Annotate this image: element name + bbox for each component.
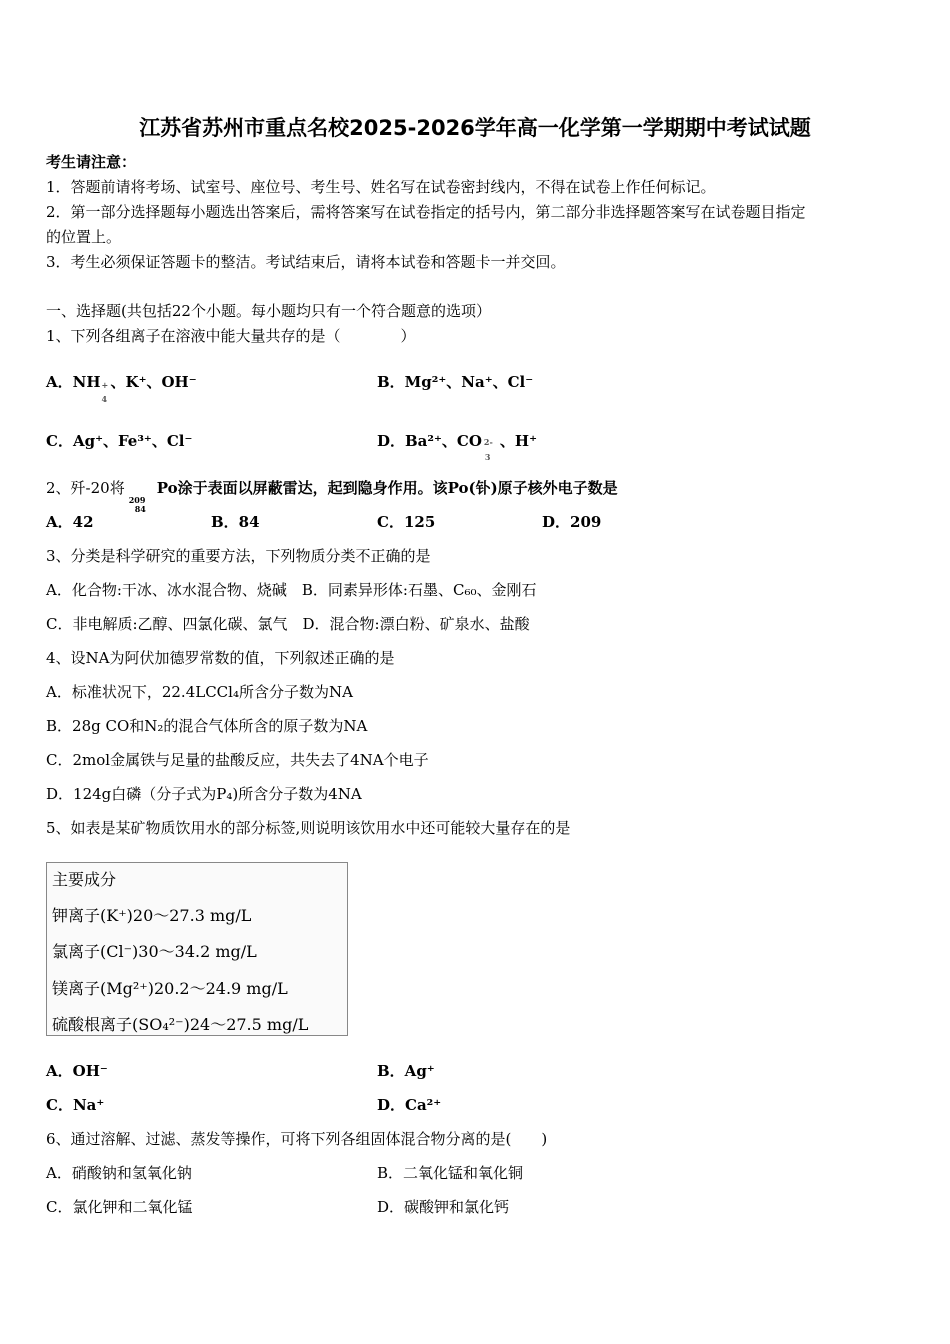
label-row-magnesium: 镁离子(Mg²⁺)20.2～24.9 mg/L: [52, 979, 288, 998]
q1-a-sup: +: [101, 380, 109, 390]
q5-stem: 5、如表是某矿物质饮用水的部分标签,则说明该饮用水中还可能较大量存在的是: [46, 819, 571, 837]
q2-stem: [46, 478, 618, 514]
q2-stem-pre: 2、歼-20将: [46, 479, 125, 497]
q2-mass-number: 209: [128, 495, 146, 505]
q1-option-d: [377, 431, 537, 462]
q5-option-b: B．Ag⁺: [377, 1062, 435, 1080]
q4-option-d: D．124g白磷（分子式为P₄)所含分子数为4NA: [46, 785, 362, 803]
q2-option-d: D．209: [542, 513, 602, 531]
label-row-potassium: 钾离子(K⁺)20～27.3 mg/L: [52, 906, 252, 925]
label-row-sulfate: 硫酸根离子(SO₄²⁻)24～27.5 mg/L: [52, 1015, 309, 1034]
q6-option-d: D．碳酸钾和氯化钙: [377, 1198, 510, 1216]
q6-option-a: A．硝酸钠和氢氧化钠: [46, 1164, 192, 1182]
q1-d-post: 、H⁺: [499, 432, 537, 450]
q3-options-ab: A．化合物:干冰、冰水混合物、烧碱 B．同素异形体:石墨、C₆₀、金刚石: [46, 581, 537, 599]
q1-d-sub: 3: [484, 452, 491, 462]
label-row-chloride: 氯离子(Cl⁻)30～34.2 mg/L: [52, 942, 257, 961]
label-heading: 主要成分: [52, 870, 117, 889]
q1-a-post: 、K⁺、OH⁻: [110, 373, 197, 391]
q2-option-b: B．84: [211, 513, 260, 531]
notice-item-1: 1．答题前请将考场、试室号、座位号、考生号、姓名写在试卷密封线内，不得在试卷上作任何标记。: [46, 178, 716, 196]
q1-option-c: C．Ag⁺、Fe³⁺、Cl⁻: [46, 432, 193, 450]
q5-option-c: C．Na⁺: [46, 1096, 105, 1114]
page-title: 江苏省苏州市重点名校2025-2026学年高一化学第一学期期中考试试题: [139, 116, 811, 140]
notice-item-2: 2．第一部分选择题每小题选出答案后，需将答案写在试卷指定的括号内，第二部分非选择题答案写在试卷题目指定: [46, 203, 806, 221]
q5-option-d: D．Ca²⁺: [377, 1096, 442, 1114]
q2-stem-post: Po涂于表面以屏蔽雷达，起到隐身作用。该Po(钋)原子核外电子数是: [156, 479, 618, 497]
q1-a-pre: A．NH: [46, 373, 101, 391]
q2-option-c: C．125: [377, 513, 436, 531]
notice-heading: 考生请注意：: [46, 153, 137, 171]
q1-option-a: [46, 372, 197, 404]
q1-d-pre: D．Ba²⁺、CO: [377, 432, 482, 450]
q1-stem: 1、下列各组离子在溶液中能大量共存的是（ ）: [46, 327, 416, 345]
q4-option-c: C．2mol金属铁与足量的盐酸反应，共失去了4NA个电子: [46, 751, 429, 769]
q5-option-a: A．OH⁻: [46, 1062, 108, 1080]
q4-stem: 4、设NA为阿伏加德罗常数的值，下列叙述正确的是: [46, 649, 395, 667]
section-heading: 一、选择题(共包括22个小题。每小题均只有一个符合题意的选项）: [46, 302, 491, 320]
q6-option-c: C．氯化钾和二氧化锰: [46, 1198, 193, 1216]
q2-option-a: A．42: [46, 513, 94, 531]
q3-stem: 3、分类是科学研究的重要方法，下列物质分类不正确的是: [46, 547, 431, 565]
notice-item-3: 3．考生必须保证答题卡的整洁。考试结束后，请将本试卷和答题卡一并交回。: [46, 253, 566, 271]
q4-option-a: A．标准状况下，22.4LCCl₄所含分子数为NA: [46, 683, 353, 701]
q4-option-b: B．28g CO和N₂的混合气体所含的原子数为NA: [46, 717, 368, 735]
notice-item-2-cont: 的位置上。: [46, 228, 122, 246]
q1-d-sup: 2-: [483, 437, 493, 447]
q6-option-b: B．二氧化锰和氧化铜: [377, 1164, 524, 1182]
q6-stem: 6、通过溶解、过滤、蒸发等操作，可将下列各组固体混合物分离的是( ): [46, 1130, 548, 1148]
q1-a-sub: 4: [101, 394, 108, 404]
q2-atomic-number: 84: [134, 504, 146, 514]
q3-options-cd: C．非电解质:乙醇、四氯化碳、氯气 D．混合物:漂白粉、矿泉水、盐酸: [46, 615, 530, 633]
mineral-water-label: [46, 862, 348, 1036]
q1-option-b: B．Mg²⁺、Na⁺、Cl⁻: [377, 373, 534, 391]
